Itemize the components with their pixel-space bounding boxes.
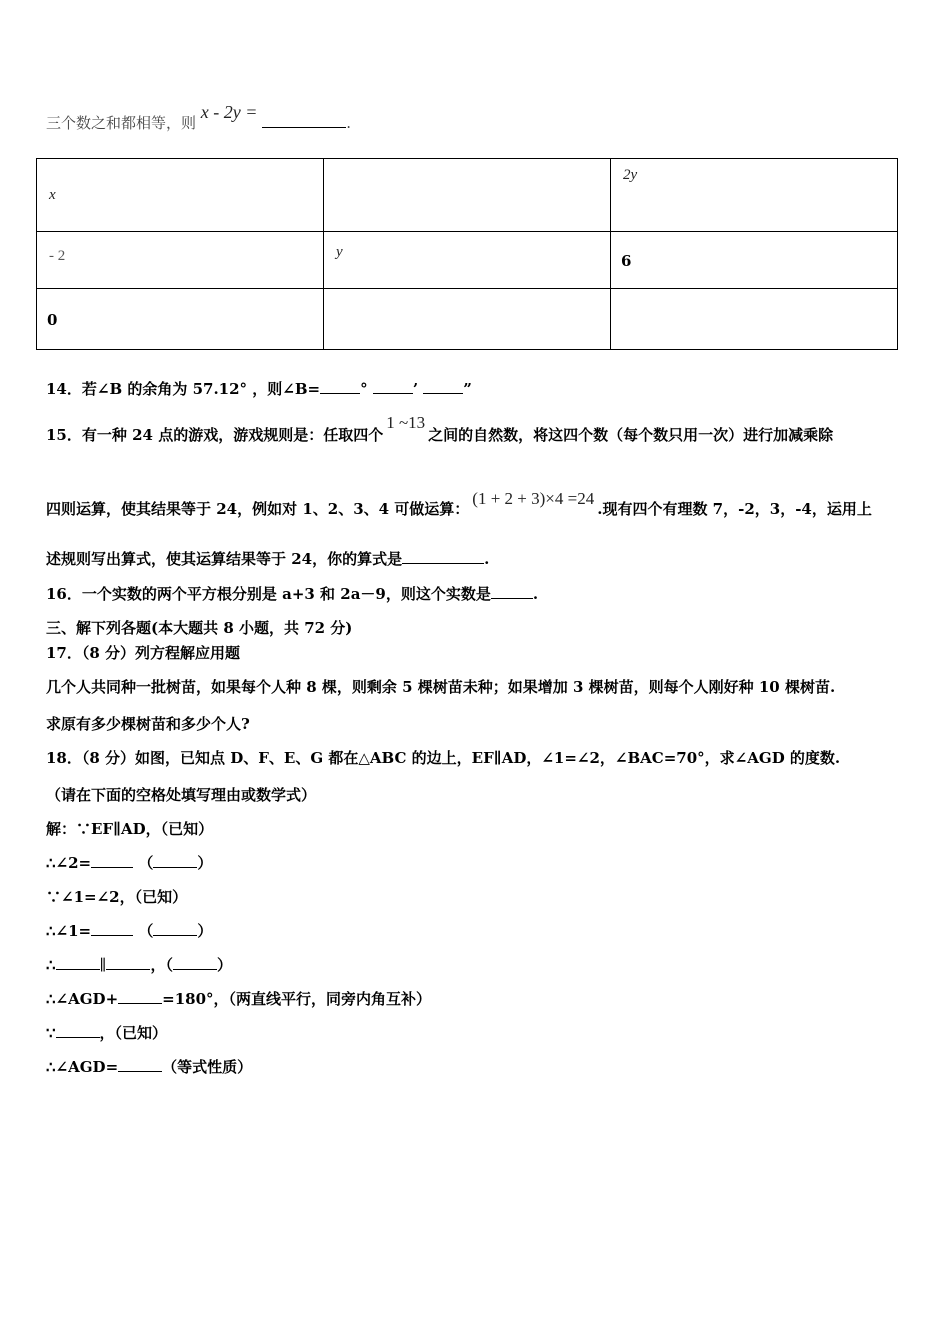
q18-step-2-blank[interactable] bbox=[91, 853, 133, 868]
q18-step-8-blank[interactable] bbox=[118, 1057, 162, 1072]
q16-text: 16．一个实数的两个平方根分别是 a+3 和 2a－9，则这个实数是 bbox=[46, 585, 491, 603]
cell-r1c1: x bbox=[49, 187, 56, 203]
q14-line bbox=[46, 378, 472, 399]
table-cell bbox=[324, 232, 611, 289]
q16-end: . bbox=[532, 585, 539, 603]
q18-step-7-blank[interactable] bbox=[56, 1023, 100, 1038]
q13-prefix: 三个数之和都相等，则 bbox=[46, 114, 197, 132]
q18-step-4-open: （ bbox=[138, 922, 154, 940]
q18-step-5-parallel: ∥ bbox=[99, 956, 107, 974]
q14-degree-blank[interactable] bbox=[320, 379, 360, 394]
q14-second-blank[interactable] bbox=[423, 379, 463, 394]
q18-step-7-reason: ，（已知） bbox=[99, 1024, 168, 1042]
q18-step-5-open: ，（ bbox=[150, 956, 173, 974]
table-cell bbox=[37, 232, 324, 289]
cell-r1c3: 2y bbox=[623, 167, 638, 183]
q18-step-6-text: ∴∠AGD+ bbox=[46, 990, 119, 1008]
q18-step-2-close: ） bbox=[197, 854, 213, 872]
q18-step-3: ∵∠1=∠2，（已知） bbox=[46, 888, 188, 906]
q13-expression: x - 2y = bbox=[200, 102, 258, 122]
q18-step-6 bbox=[46, 988, 431, 1009]
q15-example: (1 + 2 + 3)×4 =24 bbox=[472, 489, 595, 508]
q15-line-2 bbox=[46, 489, 872, 519]
q18-step-7 bbox=[46, 1022, 167, 1043]
q18-step-5-blank-a[interactable] bbox=[56, 955, 100, 970]
q18-step-5-reason-blank[interactable] bbox=[173, 955, 217, 970]
cell-r2c2: y bbox=[336, 244, 343, 260]
q18-step-5-close: ） bbox=[217, 956, 233, 974]
q15-text-3: 述规则写出算式，使其运算结果等于 24，你的算式是 bbox=[46, 550, 403, 568]
q18-step-7-because: ∵ bbox=[46, 1024, 56, 1042]
q15-answer-blank[interactable] bbox=[402, 549, 484, 564]
q15-range: 1 ~13 bbox=[386, 413, 426, 432]
q18-step-8-reason: （等式性质） bbox=[162, 1058, 253, 1076]
q18-line-2: （请在下面的空格处填写理由或数学式） bbox=[46, 786, 317, 804]
q18-step-5-therefore: ∴ bbox=[46, 956, 56, 974]
table-cell bbox=[324, 159, 611, 232]
q18-step-2-open: （ bbox=[138, 854, 154, 872]
q18-step-4-blank[interactable] bbox=[91, 921, 133, 936]
q18-step-4-close: ） bbox=[197, 922, 213, 940]
q15-text-2b: .现有四个有理数 7，-2，3，-4，运用上 bbox=[597, 500, 872, 518]
q15-line-1 bbox=[46, 413, 834, 445]
q18-step-5 bbox=[46, 954, 232, 975]
q13-suffix: . bbox=[346, 114, 351, 132]
q18-step-2 bbox=[46, 852, 212, 873]
q14-second-symbol: ” bbox=[463, 380, 472, 398]
q18-step-4 bbox=[46, 920, 212, 941]
table-cell bbox=[37, 289, 324, 350]
table-cell bbox=[324, 289, 611, 350]
cell-r3c1: 0 bbox=[47, 311, 58, 329]
table-cell bbox=[611, 159, 898, 232]
q18-step-1: 解：∵EF∥AD，（已知） bbox=[46, 820, 214, 838]
q16-answer-blank[interactable] bbox=[491, 584, 533, 599]
table-cell bbox=[37, 159, 324, 232]
q15-text-3-end: . bbox=[484, 550, 490, 568]
q17-title: 17．（8 分）列方程解应用题 bbox=[46, 644, 241, 662]
table-row bbox=[37, 159, 898, 232]
q17-line-2: 求原有多少棵树苗和多少个人? bbox=[46, 715, 250, 733]
q14-minute-blank[interactable] bbox=[373, 379, 413, 394]
q17-line-1: 几个人共同种一批树苗，如果每个人种 8 棵，则剩余 5 棵树苗未种；如果增加 3 棵树苗，则每个人刚好种 10 棵树苗. bbox=[46, 678, 836, 696]
q18-step-5-blank-b[interactable] bbox=[106, 955, 150, 970]
q15-text-1b: 之间的自然数，将这四个数（每个数只用一次）进行加减乘除 bbox=[428, 426, 834, 444]
q18-step-4-reason-blank[interactable] bbox=[153, 921, 197, 936]
q18-step-2-text: ∴∠2= bbox=[46, 854, 92, 872]
q15-text-2a: 四则运算，使其结果等于 24，例如对 1、2、3、4 可做运算： bbox=[46, 500, 470, 518]
q18-step-6-blank[interactable] bbox=[118, 989, 162, 1004]
q18-step-8-text: ∴∠AGD= bbox=[46, 1058, 119, 1076]
table-cell bbox=[611, 289, 898, 350]
section-3-heading: 三、解下列各题(本大题共 8 小题，共 72 分) bbox=[46, 619, 353, 637]
q18-step-4-text: ∴∠1= bbox=[46, 922, 92, 940]
number-grid-table bbox=[36, 158, 898, 350]
cell-r2c3: 6 bbox=[621, 252, 632, 270]
q15-text-1a: 15．有一种 24 点的游戏，游戏规则是：任取四个 bbox=[46, 426, 384, 444]
q15-line-3 bbox=[46, 548, 489, 569]
table-cell bbox=[611, 232, 898, 289]
q13-answer-blank[interactable] bbox=[262, 113, 346, 128]
q14-degree-symbol: ° bbox=[360, 380, 368, 398]
q13-line bbox=[46, 102, 351, 133]
q16-line bbox=[46, 583, 538, 604]
table-row bbox=[37, 232, 898, 289]
q14-minute-symbol: ’ bbox=[412, 380, 419, 398]
q18-step-6-reason: =180°，（两直线平行，同旁内角互补） bbox=[162, 990, 432, 1008]
table-row bbox=[37, 289, 898, 350]
q14-text: 14．若∠B 的余角为 57.12° ，则∠B= bbox=[46, 380, 321, 398]
q18-step-8 bbox=[46, 1056, 252, 1077]
q18-step-2-reason-blank[interactable] bbox=[153, 853, 197, 868]
q18-line-1: 18．（8 分）如图，已知点 D、F、E、G 都在△ABC 的边上，EF∥AD，∠1=∠2，∠BAC=70°，求∠AGD 的度数. bbox=[46, 749, 841, 767]
cell-r2c1: - 2 bbox=[49, 248, 66, 264]
